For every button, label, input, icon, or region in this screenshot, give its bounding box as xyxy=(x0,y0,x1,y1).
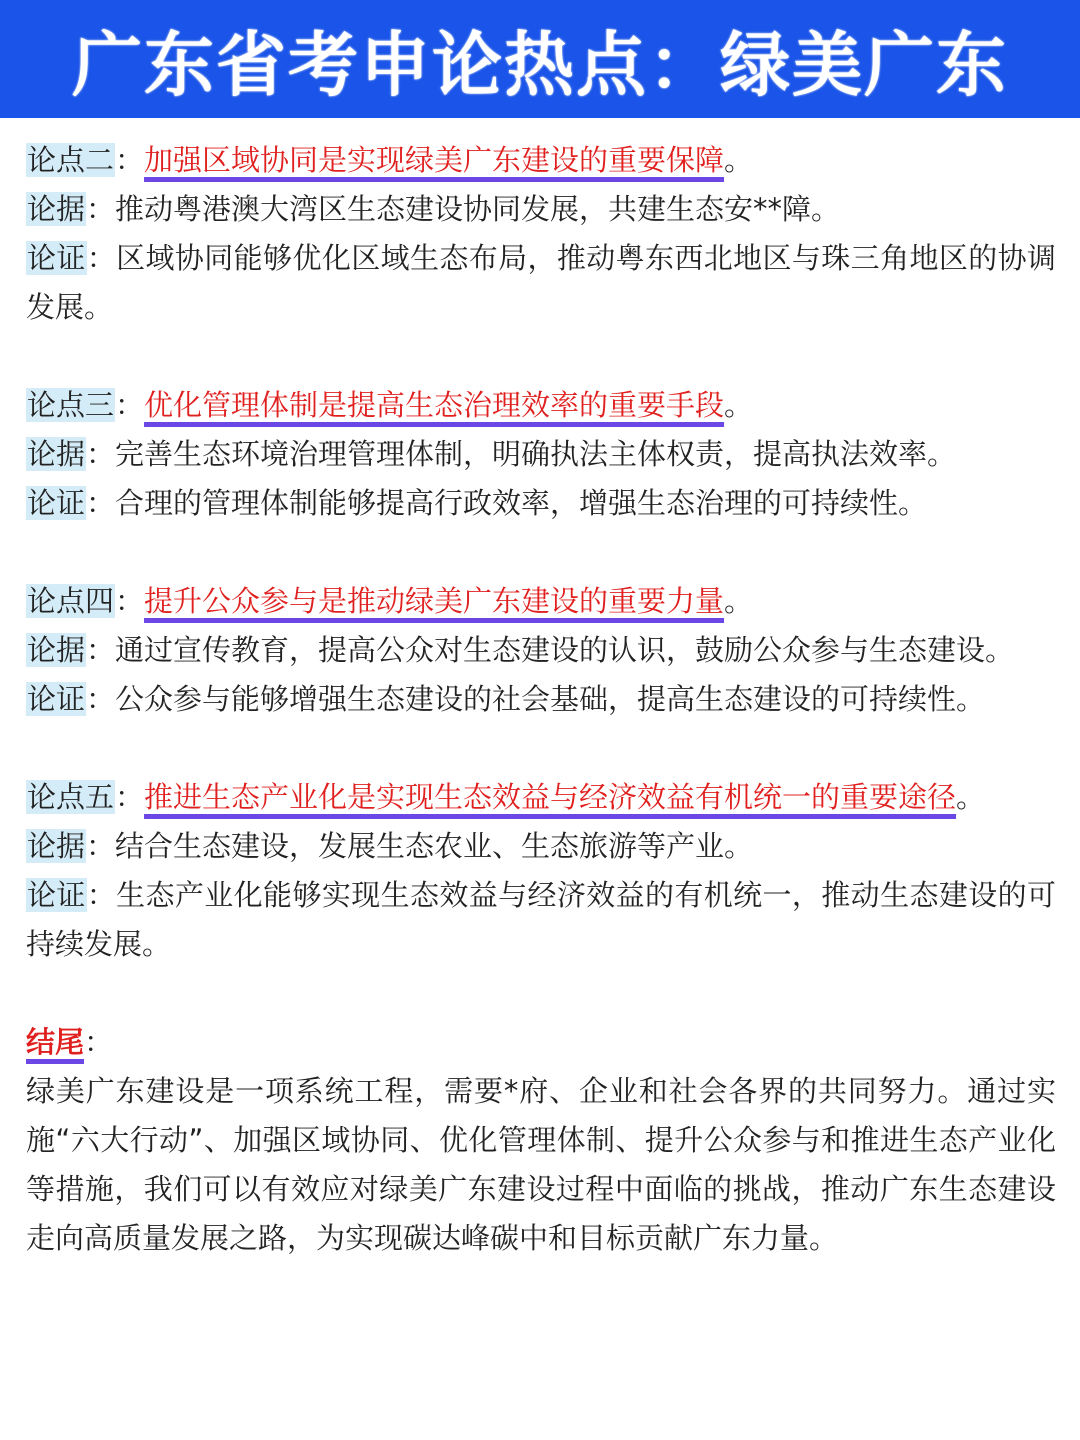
argument-tag: 论证 xyxy=(27,878,86,912)
argument-tag: 论证 xyxy=(27,241,86,275)
evidence-tag: 论据 xyxy=(27,633,86,667)
argument-text: 区域协同能够优化区域生态布局，推动粤东西北地区与珠三角地区的协调发展。 xyxy=(26,241,1056,324)
argument-line: 论证：生态产业化能够实现生态效益与经济效益的有机统一，推动生态建设的可持续发展。 xyxy=(26,878,1056,961)
evidence-tag: 论据 xyxy=(27,829,86,863)
evidence-line: 论据：通过宣传教育，提高公众对生态建设的认识，鼓励公众参与生态建设。 xyxy=(27,633,1015,667)
evidence-line: 论据：完善生态环境治理管理体制，明确执法主体权责，提高执法效率。 xyxy=(27,437,957,471)
argument-line: 论证：公众参与能够增强生态建设的社会基础，提高生态建设的可持续性。 xyxy=(27,682,986,716)
claim-text: 优化管理体制是提高生态治理效率的重要手段 xyxy=(144,388,725,422)
evidence-text: 推动粤港澳大湾区生态建设协同发展，共建生态安**障。 xyxy=(115,192,841,226)
argument-line: 论证：合理的管理体制能够提高行政效率，增强生态治理的可持续性。 xyxy=(27,486,928,520)
point-tag: 论点四 xyxy=(27,584,115,618)
claim-line: 论点二：加强区域协同是实现绿美广东建设的重要保障。 xyxy=(27,143,754,177)
ending-heading: 结尾： xyxy=(26,1025,114,1059)
evidence-tag: 论据 xyxy=(27,192,86,226)
argument-text: 合理的管理体制能够提高行政效率，增强生态治理的可持续性。 xyxy=(115,486,928,520)
claim-text: 推进生态产业化是实现生态效益与经济效益有机统一的重要途径 xyxy=(144,780,957,814)
claim-text: 提升公众参与是推动绿美广东建设的重要力量 xyxy=(144,584,725,618)
argument-text: 生态产业化能够实现生态效益与经济效益的有机统一，推动生态建设的可持续发展。 xyxy=(26,878,1056,961)
point-tag: 论点五 xyxy=(27,780,115,814)
argument-text: 公众参与能够增强生态建设的社会基础，提高生态建设的可持续性。 xyxy=(115,682,986,716)
article-body xyxy=(26,136,1056,1263)
claim-text: 加强区域协同是实现绿美广东建设的重要保障 xyxy=(144,143,725,177)
claim-line: 论点三：优化管理体制是提高生态治理效率的重要手段。 xyxy=(27,388,754,422)
evidence-text: 完善生态环境治理管理体制，明确执法主体权责，提高执法效率。 xyxy=(115,437,957,471)
argument-tag: 论证 xyxy=(27,682,86,716)
point-tag: 论点二 xyxy=(27,143,115,177)
evidence-line: 论据：结合生态建设，发展生态农业、生态旅游等产业。 xyxy=(27,829,754,863)
evidence-text: 结合生态建设，发展生态农业、生态旅游等产业。 xyxy=(115,829,754,863)
evidence-line: 论据：推动粤港澳大湾区生态建设协同发展，共建生态安**障。 xyxy=(27,192,841,226)
argument-line: 论证：区域协同能够优化区域生态布局，推动粤东西北地区与珠三角地区的协调发展。 xyxy=(26,241,1056,324)
argument-tag: 论证 xyxy=(27,486,86,520)
claim-line: 论点四：提升公众参与是推动绿美广东建设的重要力量。 xyxy=(27,584,754,618)
section-gap xyxy=(26,528,1056,577)
ending-paragraph: 绿美广东建设是一项系统工程，需要*府、企业和社会各界的共同努力。通过实施“六大行动”、加强区域协同、优化管理体制、提升公众参与和推进生态产业化等措施，我们可以有效应对绿美广东建设过程中面临的挑战，推动广东生态建设走向高质量发展之路，为实现碳达峰碳中和目标贡献广东力量。 xyxy=(26,1074,1056,1255)
page-title: 广东省考申论热点：绿美广东 xyxy=(72,23,1008,106)
point-tag: 论点三 xyxy=(27,388,115,422)
title-banner xyxy=(0,0,1080,118)
section-gap xyxy=(26,969,1056,1018)
evidence-tag: 论据 xyxy=(27,437,86,471)
evidence-text: 通过宣传教育，提高公众对生态建设的认识，鼓励公众参与生态建设。 xyxy=(115,633,1015,667)
ending-label: 结尾 xyxy=(26,1025,85,1059)
section-gap xyxy=(26,332,1056,381)
claim-line: 论点五：推进生态产业化是实现生态效益与经济效益有机统一的重要途径。 xyxy=(27,780,986,814)
section-gap xyxy=(26,724,1056,773)
